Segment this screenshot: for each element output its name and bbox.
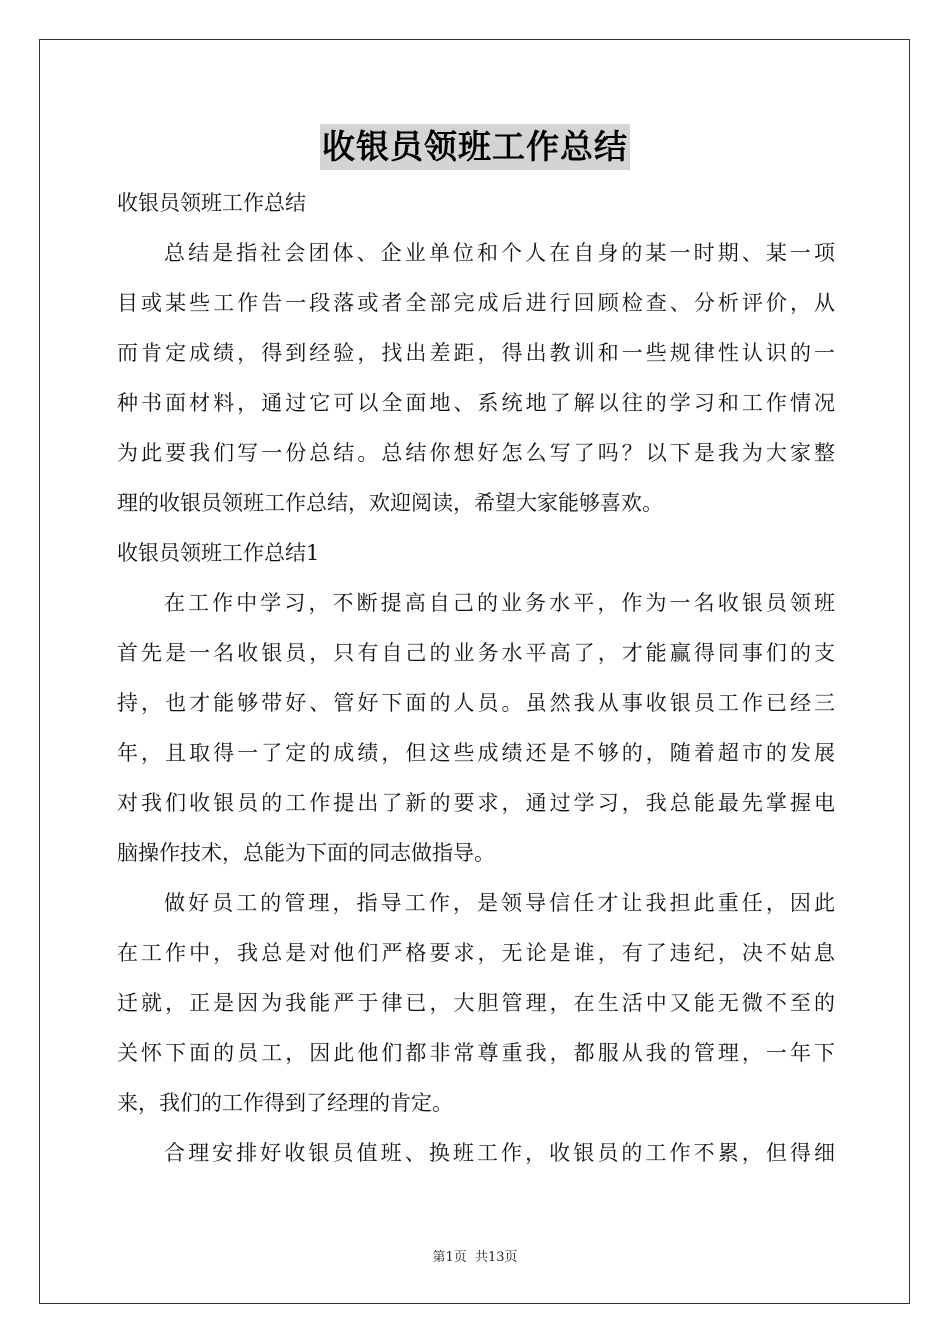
paragraph-line: 种书面材料，通过它可以全面地、系统地了解以往的学习和工作情况 [117, 391, 835, 415]
paragraph-line: 迁就，正是因为我能严于律已，大胆管理，在生活中又能无微不至的 [117, 991, 835, 1015]
paragraph-line: 在工作中，我总是对他们严格要求，无论是谁，有了违纪，决不姑息 [117, 941, 835, 965]
section-heading-1: 收银员领班工作总结1 [117, 541, 320, 565]
page-number: 第1页 [432, 1250, 467, 1265]
paragraph-line: 做好员工的管理，指导工作，是领导信任才让我担此重任，因此 [164, 891, 835, 915]
page-total: 共13页 [474, 1250, 518, 1265]
title-container [0, 124, 950, 170]
paragraph-study [117, 578, 835, 878]
section-heading: 收银员领班工作总结 [117, 191, 306, 215]
paragraph-line: 持，也才能够带好、管好下面的人员。虽然我从事收银员工作已经三 [117, 691, 835, 715]
paragraph-line: 对我们收银员的工作提出了新的要求，通过学习，我总能最先掌握电 [117, 791, 835, 815]
paragraph-management [117, 878, 835, 1128]
paragraph-line: 在工作中学习，不断提高自己的业务水平，作为一名收银员领班 [164, 591, 835, 615]
document-body [117, 178, 835, 1178]
paragraph-line: 首先是一名收银员，只有自己的业务水平高了，才能赢得同事们的支 [117, 641, 835, 665]
document-title: 收银员领班工作总结 [320, 124, 630, 170]
paragraph-line: 合理安排好收银员值班、换班工作，收银员的工作不累，但得细 [164, 1141, 835, 1165]
paragraph-line: 理的收银员领班工作总结，欢迎阅读，希望大家能够喜欢。 [117, 491, 663, 515]
paragraph-line: 关怀下面的员工，因此他们都非常尊重我，都服从我的管理，一年下 [117, 1041, 835, 1065]
paragraph-scheduling [117, 1128, 835, 1178]
paragraph-line: 目或某些工作告一段落或者全部完成后进行回顾检查、分析评价，从 [117, 291, 835, 315]
paragraph-line: 脑操作技术，总能为下面的同志做指导。 [117, 841, 495, 865]
paragraph-line: 为此要我们写一份总结。总结你想好怎么写了吗？以下是我为大家整 [117, 441, 835, 465]
paragraph-intro [117, 228, 835, 528]
paragraph-line: 而肯定成绩，得到经验，找出差距，得出教训和一些规律性认识的一 [117, 341, 835, 365]
paragraph-line: 来，我们的工作得到了经理的肯定。 [117, 1091, 453, 1115]
paragraph-line: 总结是指社会团体、企业单位和个人在自身的某一时期、某一项 [164, 241, 835, 265]
paragraph-line: 年，且取得一了定的成绩，但这些成绩还是不够的，随着超市的发展 [117, 741, 835, 765]
page-footer [0, 1246, 950, 1265]
